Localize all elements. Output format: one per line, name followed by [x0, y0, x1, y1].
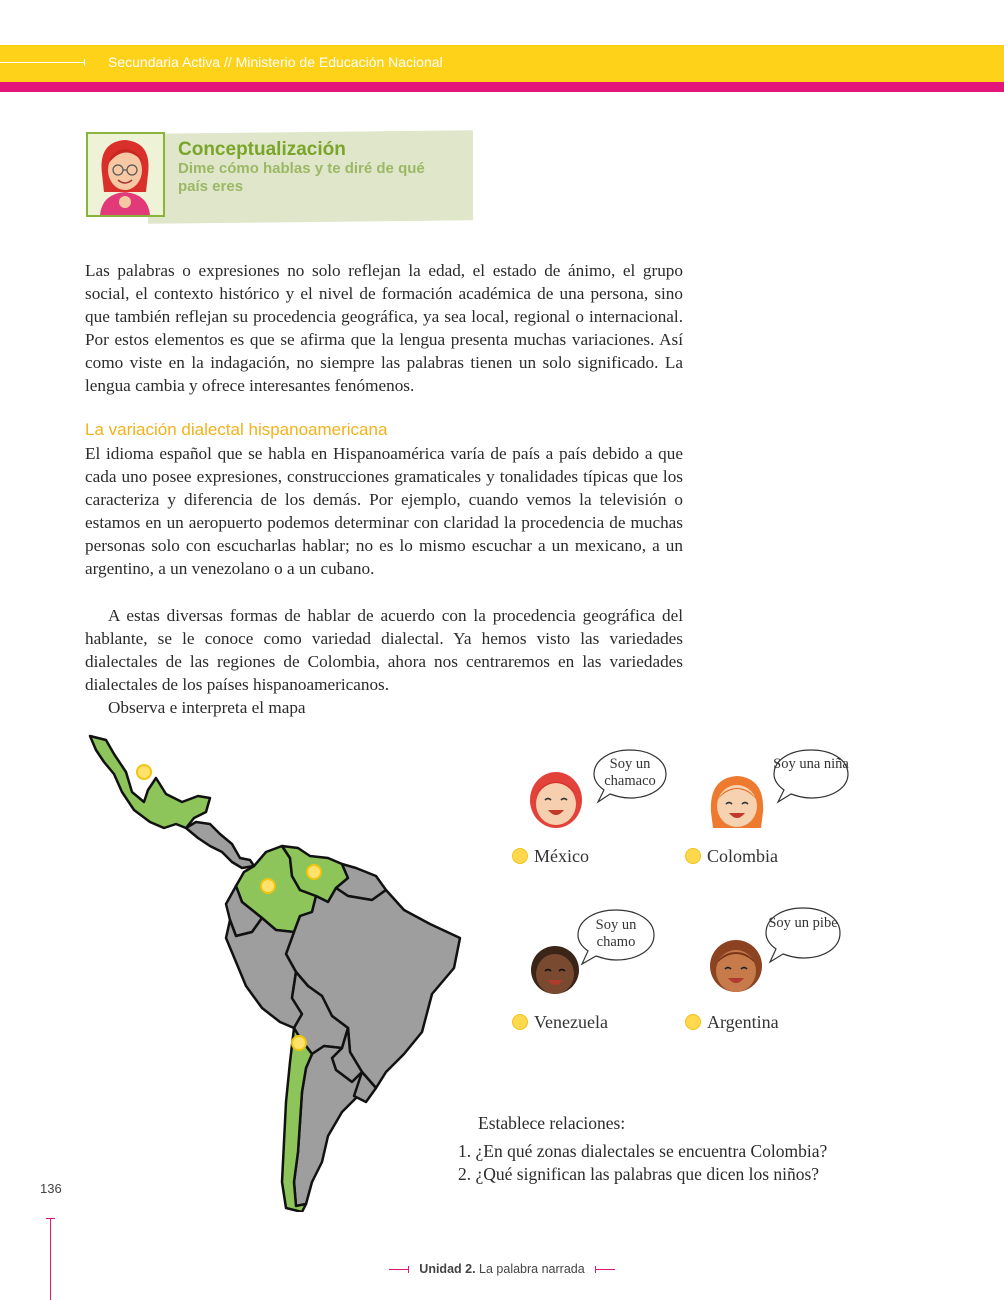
speech-bubble-mexico [592, 748, 668, 800]
marker-icon [685, 1014, 701, 1030]
marker-icon [512, 848, 528, 864]
map-mexico [90, 736, 210, 828]
footer-unit: Unidad 2. [419, 1262, 476, 1276]
footer-left-rule [389, 1269, 409, 1270]
page-number: 136 [40, 1181, 62, 1196]
latin-america-map [86, 732, 466, 1212]
map-central-america [186, 822, 254, 868]
section-paragraph-2: A estas diversas formas de hablar de acuerdo con la procedencia geográfica del hablante, se le conoce como variedad dialectal. Ya hemos visto las variedades dialectales de las regiones de Colombia, ahora nos centraremos en las variedades dialectales de los países hispanoamericanos. [85, 606, 683, 694]
kid-mexico [528, 766, 584, 837]
footer-right-rule [595, 1269, 615, 1270]
map-marker-venezuela [307, 865, 321, 879]
speech-bubble-venezuela [576, 908, 656, 962]
kid-venezuela [528, 942, 582, 1005]
speech-text-venezuela: Soy un chamo [595, 917, 637, 950]
concept-title: Conceptualización [178, 139, 346, 160]
map-peru [226, 918, 302, 1028]
kid-colombia [707, 772, 767, 839]
speech-text-mexico: Soy un chamaco [604, 756, 656, 789]
map-marker-mexico [137, 765, 151, 779]
speech-text-argentina: Soy un pibe [768, 915, 838, 931]
country-colombia: Colombia [707, 846, 778, 866]
header-title: Secundaria Activa // Ministerio de Educación Nacional [108, 54, 443, 70]
page-margin-line [50, 1218, 51, 1300]
label-argentina [685, 1012, 779, 1033]
label-mexico [512, 846, 589, 867]
kid-argentina [707, 938, 765, 1003]
intro-paragraph: Las palabras o expresiones no solo reflejan la edad, el estado de ánimo, el grupo social, el contexto histórico y el nivel de formación académica de una persona, sino que también reflejan su procedencia geográfica, ya sea local, regional o internacional. Por estos elementos es que se afirma que la lengua presenta muchas variaciones. Así como viste en la indagación, no siempre las palabras tienen un solo significado. La lengua cambia y ofrece interesantes fenómenos. [85, 261, 683, 395]
marker-icon [512, 1014, 528, 1030]
question-item: 1. ¿En qué zonas dialectales se encuentra Colombia? [458, 1141, 828, 1161]
footer [0, 1262, 1004, 1276]
speech-bubble-colombia [772, 748, 850, 800]
section-paragraph-3: Observa e interpreta el mapa [108, 698, 306, 717]
country-argentina: Argentina [707, 1012, 779, 1032]
teacher-avatar [86, 132, 165, 217]
section-paragraph-1: El idioma español que se habla en Hispanoamérica varía de país a país debido a que cada uno posee expresiones, construcciones gramaticales y tonalidades típicas que los caracteriza y diferencia de los demás. Por ejemplo, cuando vemos la televisión o estamos en un aeropuerto podemos determinar con claridad la procedencia de muchas personas solo con escucharlas hablar; no es lo mismo escuchar a un mexicano, a un argentino, a un venezolano o a un cubano. [85, 444, 683, 578]
map-marker-colombia [261, 879, 275, 893]
map-marker-argentina [292, 1036, 306, 1050]
speech-bubble-argentina [764, 906, 842, 960]
footer-title: La palabra narrada [479, 1262, 585, 1276]
header-rule [0, 62, 84, 63]
questions-heading: Establece relaciones: [478, 1113, 626, 1133]
header-stripe [0, 82, 1004, 92]
concept-subtitle: Dime cómo hablas y te diré de qué país eres [178, 160, 425, 195]
speech-text-colombia: Soy una niña [773, 756, 849, 772]
label-venezuela [512, 1012, 608, 1033]
country-venezuela: Venezuela [534, 1012, 608, 1032]
label-colombia [685, 846, 778, 867]
marker-icon [685, 848, 701, 864]
question-item: 2. ¿Qué significan las palabras que dicen los niños? [458, 1164, 820, 1184]
country-mexico: México [534, 846, 589, 866]
questions-list [458, 1140, 827, 1186]
section-title: La variación dialectal hispanoamericana [85, 420, 388, 439]
